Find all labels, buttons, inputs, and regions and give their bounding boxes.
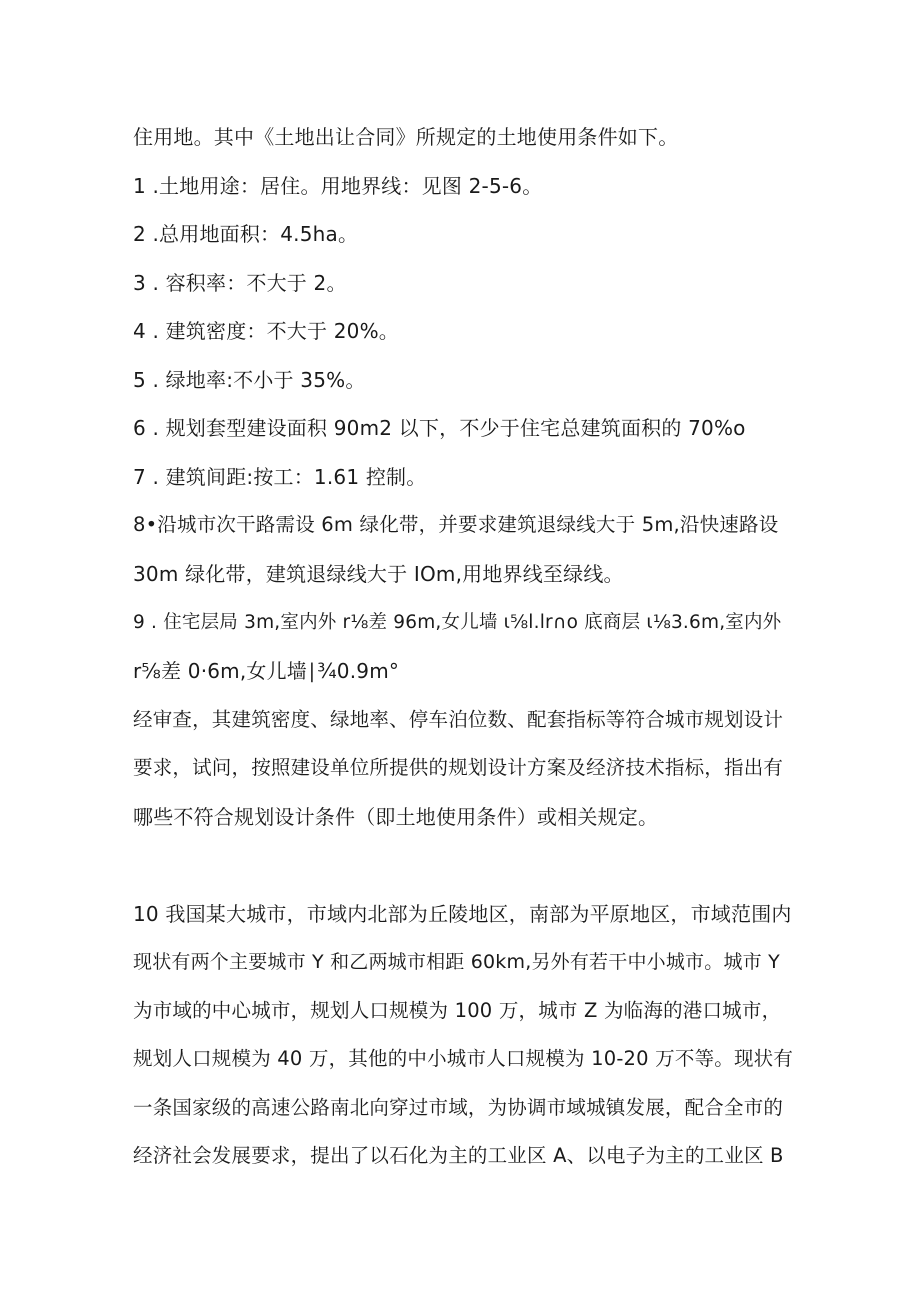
- text-line: 2 .总用地面积：4.5ha。: [133, 222, 359, 246]
- text-line: 为市域的中心城市，规划人口规模为 100 万，城市 Z 为临海的港口城市，: [133, 999, 782, 1022]
- text-line: 经审查，其建筑密度、绿地率、停车泊位数、配套指标等符合城市规划设计: [133, 708, 784, 731]
- text-line: 10 我国某大城市，市域内北部为丘陵地区，南部为平原地区，市域范围内: [133, 902, 792, 926]
- text-line: 8•沿城市次干路需设 6m 绿化带，并要求建筑退绿线大于 5m,沿快速路设: [133, 513, 779, 536]
- text-line: 要求，试问，按照建设单位所提供的规划设计方案及经济技术指标，指出有: [133, 756, 784, 779]
- text-line: 3 . 容积率：不大于 2。: [133, 271, 347, 295]
- text-line: 6 . 规划套型建设面积 90m2 以下，不少于住宅总建筑面积的 70%o: [133, 416, 746, 440]
- text-line: 4 . 建筑密度：不大于 20%。: [133, 319, 400, 343]
- text-line: 住用地。其中《土地出让合同》所规定的土地使用条件如下。: [133, 125, 679, 149]
- text-line: 1 .土地用途：居住。用地界线：见图 2-5-6。: [133, 174, 543, 198]
- text-line: 7 . 建筑间距:按工：1.61 控制。: [133, 465, 427, 489]
- text-line: 5 . 绿地率:不小于 35%。: [133, 368, 366, 392]
- text-line: 经济社会发展要求，提出了以石化为主的工业区 A、以电子为主的工业区 B: [133, 1144, 784, 1167]
- text-line: 现状有两个主要城市 Y 和乙两城市相距 60km,另外有若干中小城市。城市 Y: [133, 951, 780, 973]
- text-line: 30m 绿化带，建筑退绿线大于 IOm,用地界线至绿线。: [133, 562, 624, 586]
- text-line: 规划人口规模为 40 万，其他的中小城市人口规模为 10-20 万不等。现状有: [133, 1047, 794, 1070]
- text-line: 9 . 住宅层局 3m,室内外 r⅛差 96m,女儿墙 ι⅝l.lr∩o 底商层 ι⅛3.6m,室内外: [133, 612, 782, 633]
- text-line: r⅝差 0·6m,女儿墙∣¾0.9m°: [133, 659, 400, 683]
- text-line: 一条国家级的高速公路南北向穿过市域，为协调市域城镇发展，配合全市的: [133, 1096, 784, 1119]
- text-line: 哪些不符合规划设计条件（即土地使用条件）或相关规定。: [133, 805, 659, 829]
